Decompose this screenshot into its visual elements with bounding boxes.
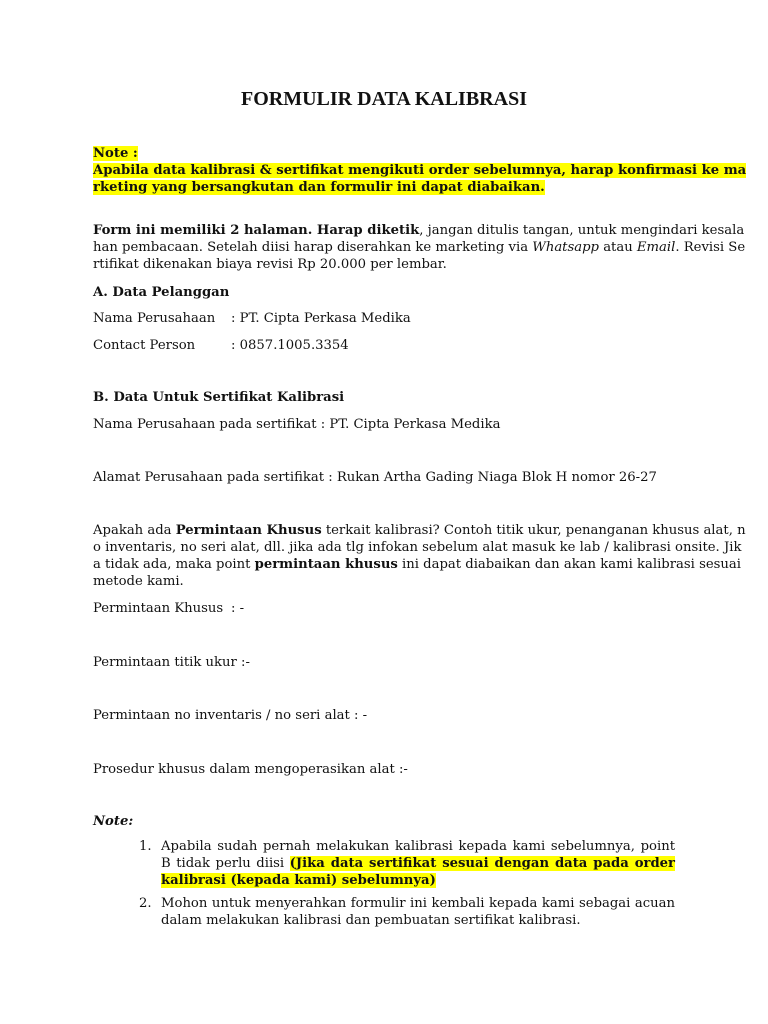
section-b-heading: B. Data Untuk Sertifikat Kalibrasi [93, 390, 345, 405]
special-line4: metode kami. [93, 574, 184, 589]
section-a-heading: A. Data Pelanggan [93, 285, 230, 300]
note-top [93, 145, 747, 196]
intro-whatsapp: Whatsapp [532, 240, 599, 255]
intro-paragraph [93, 222, 746, 273]
special-p1: Apakah ada [93, 523, 176, 538]
note-bottom-list [93, 838, 675, 935]
note-top-label: Note : [93, 146, 138, 161]
nama-perusahaan-label: Nama Perusahaan [93, 311, 216, 326]
permintaan-titik-ukur: Permintaan titik ukur :- [93, 655, 250, 670]
permintaan-khusus-row [93, 600, 675, 617]
list-item-number: 2. [139, 896, 152, 911]
special-line3-a: a tidak ada, maka point [93, 557, 255, 572]
list-item-number: 1. [139, 839, 152, 854]
list-item-text: Apabila sudah pernah melakukan kalibrasi kepada kami sebelumnya, point B tidak perlu diisi [161, 839, 675, 871]
section-a-contact-row [93, 337, 675, 354]
intro-email: Email [636, 240, 676, 255]
contact-person-value: : 0857.1005.3354 [231, 338, 349, 353]
intro-line2-b: atau [599, 240, 637, 255]
intro-line1-rest: , jangan ditulis tangan, untuk mengindari kesala [419, 223, 745, 238]
intro-line3: rtifikat dikenakan biaya revisi Rp 20.000 per lembar. [93, 257, 447, 272]
intro-line2-c: . Revisi Se [675, 240, 746, 255]
list-item [93, 895, 675, 929]
special-line3-bold: permintaan khusus [254, 557, 398, 572]
permintaan-no-inventaris: Permintaan no inventaris / no seri alat : - [93, 708, 368, 723]
permintaan-khusus-value: : - [231, 601, 245, 616]
special-line3-b: ini dapat diabaikan dan akan kami kalibrasi sesuai [397, 557, 741, 572]
list-item-highlight: (Jika data sertifikat sesuai dengan data pada order kalibrasi (kepada kami) sebelumnya) [161, 856, 675, 888]
nama-sertifikat: Nama Perusahaan pada sertifikat : PT. Cipta Perkasa Medika [93, 417, 501, 432]
page-title: FORMULIR DATA KALIBRASI [241, 88, 527, 110]
intro-bold: Form ini memiliki 2 halaman. Harap diketik [93, 223, 420, 238]
note-top-line2: rketing yang bersangkutan dan formulir ini dapat diabaikan. [93, 180, 545, 195]
nama-perusahaan-value: : PT. Cipta Perkasa Medika [231, 311, 411, 326]
list-item [93, 838, 675, 889]
list-item-text: Mohon untuk menyerahkan formulir ini kembali kepada kami sebagai acuan dalam melakukan kalibrasi dan pembuatan sertifikat kalibrasi. [161, 896, 675, 928]
special-request-paragraph [93, 522, 746, 590]
note-bottom-label: Note: [93, 814, 134, 829]
permintaan-khusus-label: Permintaan Khusus [93, 601, 224, 616]
prosedur-khusus: Prosedur khusus dalam mengoperasikan alat :- [93, 762, 408, 777]
intro-line2-a: han pembacaan. Setelah diisi harap diserahkan ke marketing via [93, 240, 533, 255]
special-p1-bold: Permintaan Khusus [175, 523, 322, 538]
special-line2: o inventaris, no seri alat, dll. jika ada tlg infokan sebelum alat masuk ke lab / kalibrasi onsite. Jik [93, 540, 742, 555]
alamat-sertifikat: Alamat Perusahaan pada sertifikat : Rukan Artha Gading Niaga Blok H nomor 26-27 [93, 470, 657, 485]
note-top-line1: Apabila data kalibrasi & sertifikat mengikuti order sebelumnya, harap konfirmasi ke ma [93, 163, 747, 178]
section-a-nama-row [93, 310, 675, 327]
contact-person-label: Contact Person [93, 338, 196, 353]
special-p1-rest: terkait kalibrasi? Contoh titik ukur, penanganan khusus alat, n [321, 523, 746, 538]
